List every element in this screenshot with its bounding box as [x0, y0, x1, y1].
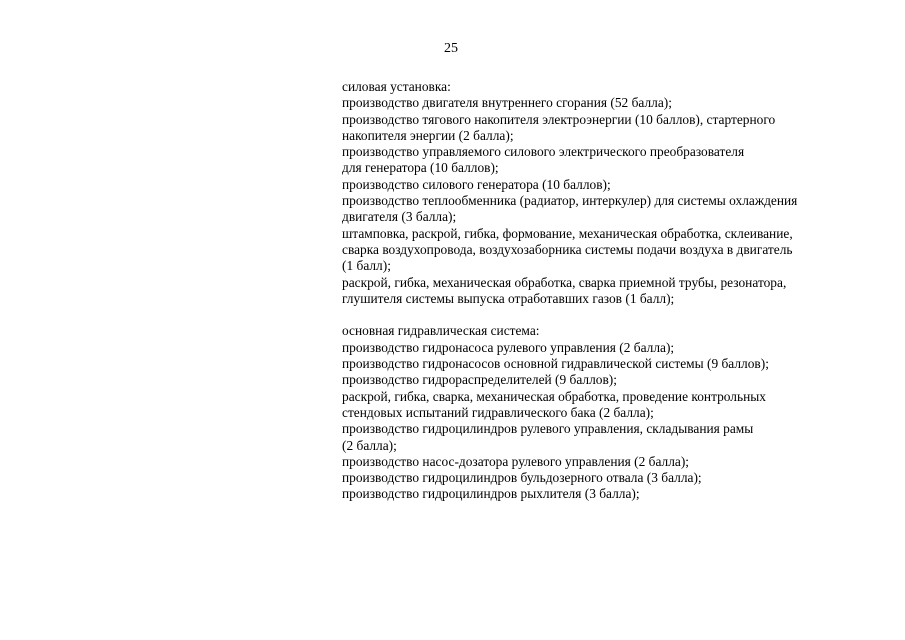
text-line: раскрой, гибка, сварка, механическая обработка, проведение контрольных — [342, 388, 766, 404]
text-line: производство управляемого силового электрического преобразователя — [342, 144, 745, 160]
text-line: двигателя (3 балла); — [342, 209, 457, 225]
text-line: производство гидроцилиндров бульдозерного отвала (3 балла); — [342, 470, 702, 486]
text-line: (2 балла); — [342, 437, 397, 453]
text-line: для генератора (10 баллов); — [342, 160, 499, 176]
text-line: основная гидравлическая система: — [342, 323, 540, 339]
text-line: силовая установка: — [342, 79, 451, 94]
text-line: производство гидроцилиндров рулевого управления, складывания рамы — [342, 421, 754, 437]
text-line: производство гидронасосов основной гидравлической системы (9 баллов); — [342, 356, 769, 372]
text-line: стендовых испытаний гидравлического бака (2 балла); — [342, 404, 654, 420]
text-line: сварка воздухопровода, воздухозаборника системы подачи воздуха в двигатель — [342, 241, 793, 257]
text-line: производство гидроцилиндров рыхлителя (3 балла); — [342, 486, 640, 502]
text-line: штамповка, раскрой, гибка, формование, механическая обработка, склеивание, — [342, 225, 793, 241]
text-line: производство теплообменника (радиатор, интеркулер) для системы охлаждения — [342, 193, 798, 209]
text-line: накопителя энергии (2 балла); — [342, 127, 514, 143]
text-line: производство гидронасоса рулевого управления (2 балла); — [342, 339, 675, 355]
page-number: 25 — [444, 41, 458, 56]
text-line: производство силового генератора (10 баллов); — [342, 176, 611, 192]
text-line: производство двигателя внутреннего сгорания (52 балла); — [342, 95, 672, 111]
text-line: производство тягового накопителя электроэнергии (10 баллов), стартерного — [342, 111, 776, 127]
text-line: (1 балл); — [342, 258, 391, 274]
paragraph-gap — [342, 307, 882, 323]
text-line: производство насос-дозатора рулевого управления (2 балла); — [342, 453, 690, 469]
text-line: раскрой, гибка, механическая обработка, сварка приемной трубы, резонатора, — [342, 274, 787, 290]
text-line: глушителя системы выпуска отработавших газов (1 балл); — [342, 290, 675, 306]
text-line: производство гидрораспределителей (9 баллов); — [342, 372, 617, 388]
document-body — [342, 79, 882, 503]
